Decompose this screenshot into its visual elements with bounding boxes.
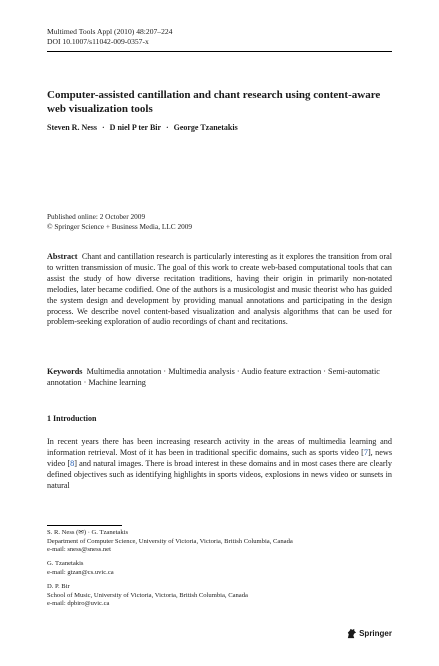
abstract (47, 252, 392, 328)
keywords (47, 367, 392, 389)
publication-info (47, 212, 192, 231)
author-biro: D niel P ter Bir (109, 123, 161, 132)
footnote-rule (47, 525, 122, 526)
doi[interactable]: DOI 10.1007/s11042-009-0357-x (47, 36, 149, 46)
publisher-name: Springer (359, 629, 392, 638)
citation-link[interactable]: 8 (70, 458, 75, 468)
header-rule (47, 51, 392, 52)
springer-horse-icon (346, 628, 357, 639)
copyright: © Springer Science + Business Media, LLC 2009 (47, 221, 193, 231)
section-heading: 1 Introduction (47, 414, 97, 423)
intro-text: ] and natural images. There is broad interest in these domains and in most cases there are clearly defined objectives such as identifying highlights in sports videos, explosions in news video or sunsets in natural (47, 458, 392, 490)
keywords-label: Keywords (47, 367, 83, 376)
author-list (47, 123, 392, 132)
published-date: Published online: 2 October 2009 (47, 212, 146, 221)
footnote-names: D. P. Bir (47, 583, 70, 590)
footnote-affiliation-1 (47, 529, 293, 555)
intro-text: In recent years there has been increasing research activity in the areas of multimedia learning and information retrieval. Most of it has been in traditional specific domains, such as sports video [ (47, 437, 392, 457)
author-separator: · (102, 123, 105, 132)
footnote-affiliation-3 (47, 583, 248, 609)
journal-citation: Multimed Tools Appl (2010) 48:207–224 (47, 27, 173, 36)
author-ness: Steven R. Ness (47, 123, 97, 132)
journal-header (47, 27, 392, 46)
author-tzanetakis: George Tzanetakis (173, 123, 238, 132)
footnote-names: G. Tzanetakis (47, 560, 84, 567)
keywords-text: Multimedia annotation · Multimedia analysis · Audio feature extraction · Semi-automatic annotation · Machine learning (47, 367, 380, 387)
footnote-email[interactable]: e-mail: dpbiro@uvic.ca (47, 600, 110, 608)
footnote-department: School of Music, University of Victoria, Victoria, British Columbia, Canada (47, 591, 248, 599)
footnote-affiliation-2 (47, 560, 114, 577)
footnote-names: S. R. Ness (✉) · G. Tzanetakis (47, 529, 129, 536)
abstract-text: Chant and cantillation research is particularly interesting as it explores the transition from oral to written transmission of music. The goal of this work to create web-based computational tools that can assist the study of how diverse recitation traditions, having their origin in primarily non-notated melodies, later became codified. One of the authors is a musicologist and music theorist who has guided the system design and development by providing manual annotations and participating in the design process. We describe novel content-based visualization and analysis algorithms that can be used for problem-seeking exploration of audio recordings of chant and recitations. (47, 252, 393, 327)
footnote-email[interactable]: e-mail: sness@sness.net (47, 546, 111, 554)
author-separator: · (165, 123, 169, 132)
abstract-label: Abstract (47, 252, 78, 261)
paper-title: Computer-assisted cantillation and chant research using content-aware web visualization tools (47, 89, 381, 115)
citation-link[interactable]: 7 (363, 447, 368, 457)
intro-paragraph (47, 437, 392, 492)
footnote-department: Department of Computer Science, University of Victoria, Victoria, British Columbia, Canada (47, 537, 293, 545)
intro-text: ], news video [ (47, 447, 393, 468)
footnote-email[interactable]: e-mail: gtzan@cs.uvic.ca (47, 568, 114, 576)
publisher-logo (346, 628, 392, 639)
